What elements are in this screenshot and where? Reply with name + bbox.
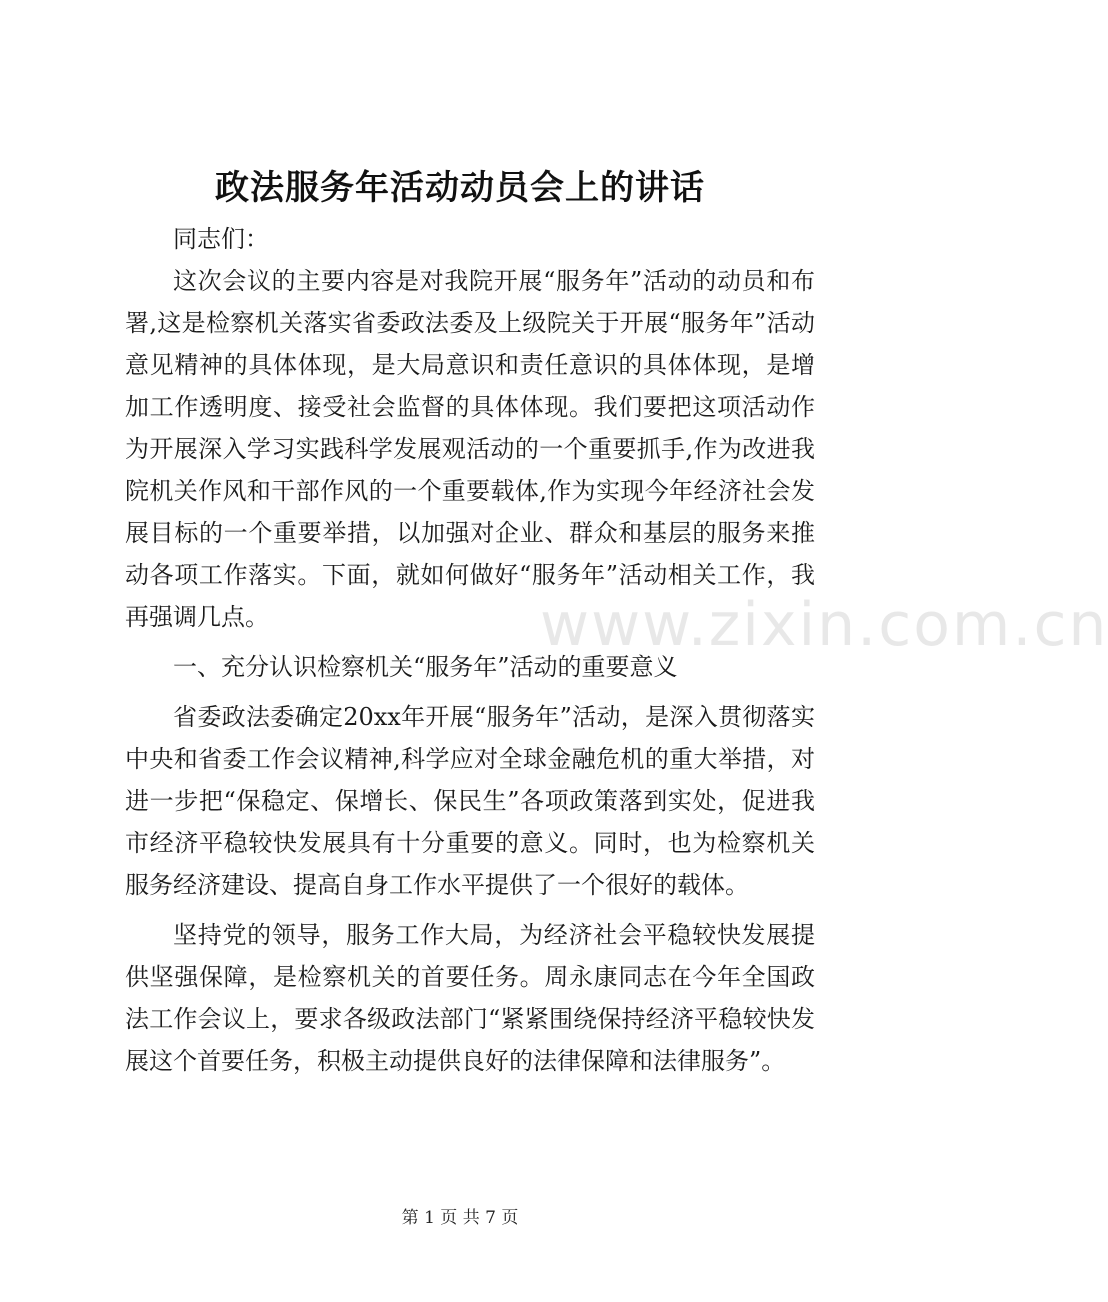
salutation-paragraph: 同志们： <box>173 225 269 253</box>
watermark: www.zixin.com.cn <box>540 590 1108 660</box>
document-title: 政法服务年活动动员会上的讲话 <box>215 168 705 208</box>
intro-paragraph: 这次会议的主要内容是对我院开展“服务年”活动的动员和布署,这是检察机关落实省委政法委及上级院关于开展“服务年”活动意见精神的具体体现，是大局意识和责任意识的具体体现，是增加工作透明度、接受社会监督的具体体现。我们要把这项活动作为开展深入学习实践科学发展观活动的一个重要抓手,作为改进我院机关作风和干部作风的一个重要载体,作为实现今年经济社会发展目标的一个重要举措，以加强对企业、群众和基层的服务来推动各项工作落实。下面，就如何做好“服务年”活动相关工作，我再强调几点。 <box>125 267 815 631</box>
section-heading: 一、充分认识检察机关“服务年”活动的重要意义 <box>173 653 678 681</box>
page-footer: 第 1 页 共 7 页 <box>401 1208 519 1228</box>
body-paragraph: 坚持党的领导，服务工作大局，为经济社会平稳较快发展提供坚强保障，是检察机关的首要任务。周永康同志在今年全国政法工作会议上，要求各级政法部门“紧紧围绕保持经济平稳较快发展这个首要任务，积极主动提供良好的法律保障和法律服务”。 <box>125 921 815 1075</box>
body-paragraph: 省委政法委确定20xx年开展“服务年”活动，是深入贯彻落实中央和省委工作会议精神,科学应对全球金融危机的重大举措，对进一步把“保稳定、保增长、保民生”各项政策落到实处，促进我市经济平稳较快发展具有十分重要的意义。同时，也为检察机关服务经济建设、提高自身工作水平提供了一个很好的载体。 <box>125 703 815 899</box>
